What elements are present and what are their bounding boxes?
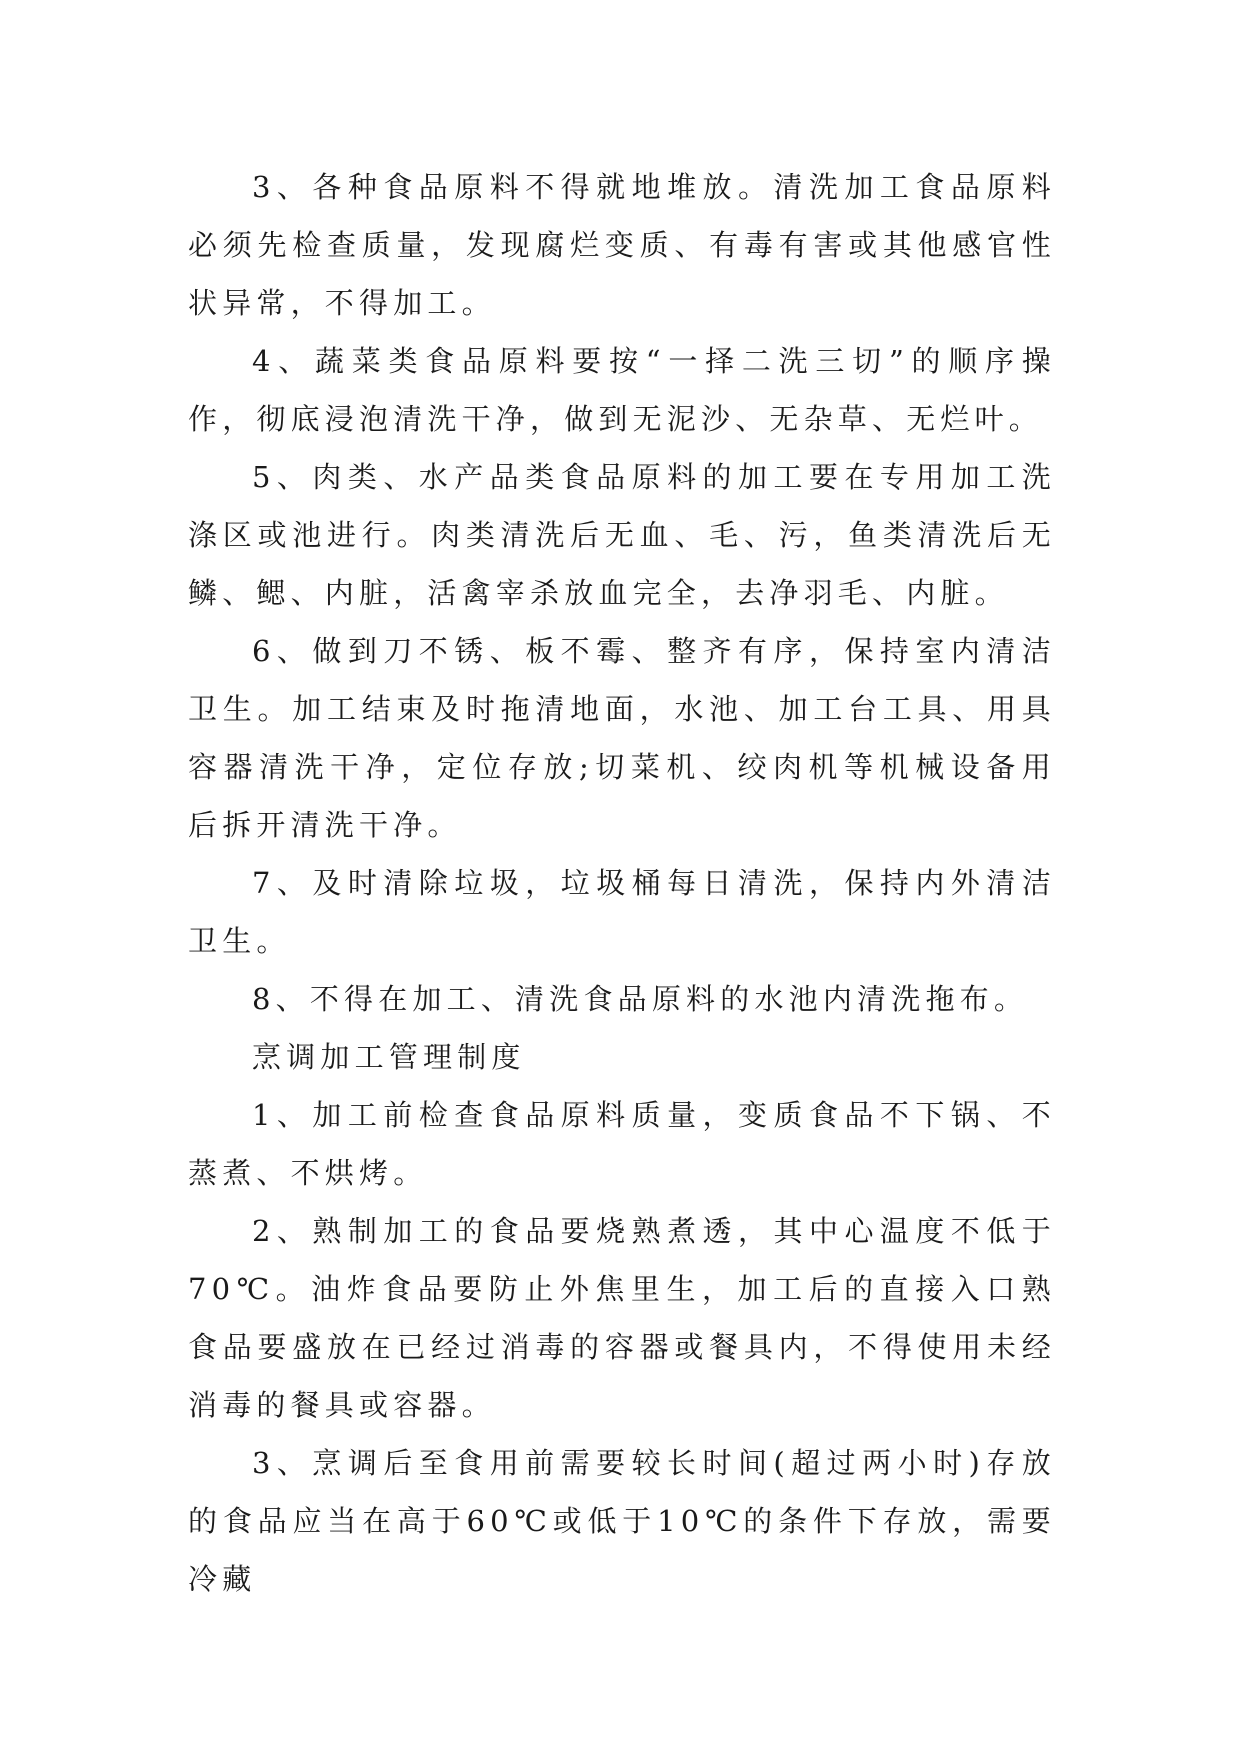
- paragraph-cooking-1: 1、加工前检查食品原料质量，变质食品不下锅、不蒸煮、不烘烤。: [188, 1098, 1056, 1190]
- paragraph-6-tool-hygiene: 6、做到刀不锈、板不霉、整齐有序，保持室内清洁卫生。加工结束及时拖清地面，水池、加工台工具、用具容器清洗干净，定位存放;切菜机、绞肉机等机械设备用后拆开清洗干净。: [188, 634, 1056, 842]
- paragraph-3-raw-material-storage: 3、各种食品原料不得就地堆放。清洗加工食品原料必须先检查质量，发现腐烂变质、有毒有害或其他感官性状异常，不得加工。: [188, 170, 1056, 320]
- paragraph-4-vegetable-processing: 4、蔬菜类食品原料要按“一择二洗三切”的顺序操作，彻底浸泡清洗干净，做到无泥沙、无杂草、无烂叶。: [188, 344, 1056, 436]
- paragraph-7-garbage-removal: 7、及时清除垃圾，垃圾桶每日清洗，保持内外清洁卫生。: [188, 866, 1056, 958]
- paragraph-8-mop-washing: 8、不得在加工、清洗食品原料的水池内清洗拖布。: [252, 982, 1029, 1016]
- paragraph-cooking-3: 3、烹调后至食用前需要较长时间(超过两小时)存放的食品应当在高于60℃或低于10℃的条件下存放，需要冷藏: [188, 1446, 1056, 1596]
- paragraph-5-meat-aquatic-processing: 5、肉类、水产品类食品原料的加工要在专用加工洗涤区或池进行。肉类清洗后无血、毛、污，鱼类清洗后无鳞、鳃、内脏，活禽宰杀放血完全，去净羽毛、内脏。: [188, 460, 1056, 610]
- section-heading-cooking-rules: 烹调加工管理制度: [252, 1040, 526, 1074]
- paragraph-cooking-2: 2、熟制加工的食品要烧熟煮透，其中心温度不低于70℃。油炸食品要防止外焦里生，加工后的直接入口熟食品要盛放在已经过消毒的容器或餐具内，不得使用未经消毒的餐具或容器。: [188, 1214, 1056, 1422]
- document-body: [188, 158, 1056, 1608]
